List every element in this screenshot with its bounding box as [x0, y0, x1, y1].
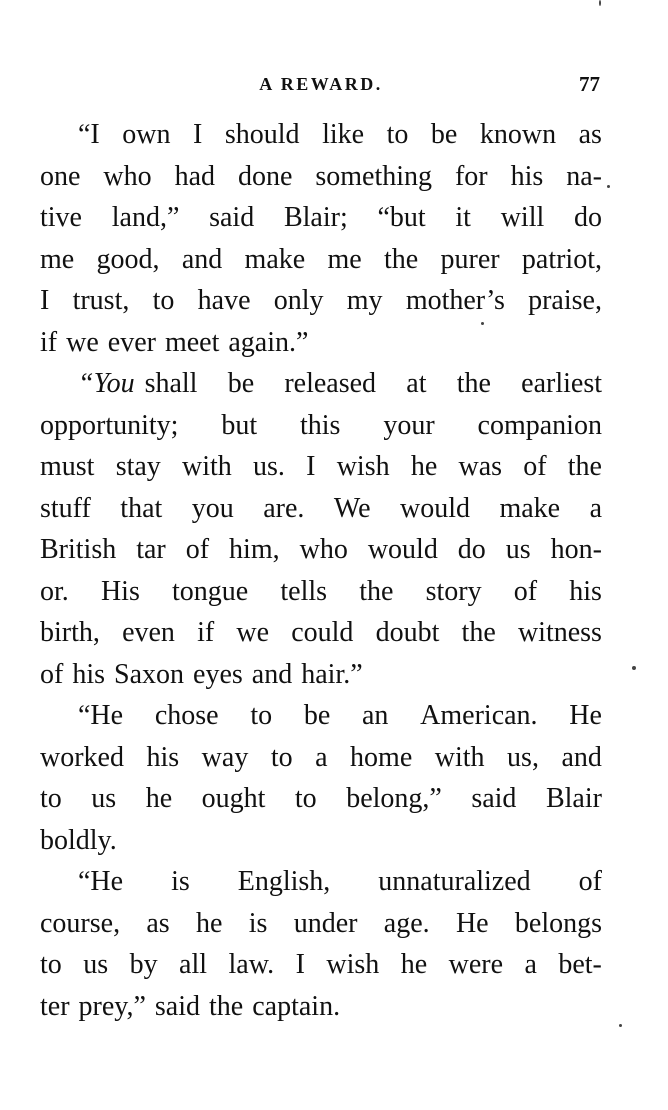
word: land,” — [111, 202, 180, 233]
word: will — [500, 202, 545, 233]
word: said — [154, 990, 201, 1022]
word: like — [322, 119, 365, 150]
word: make — [244, 243, 306, 275]
word: wish — [326, 949, 380, 980]
word: was — [458, 451, 503, 482]
word: tongue — [172, 575, 249, 607]
word: na- — [566, 160, 602, 192]
word: your — [383, 409, 435, 441]
word: is — [248, 907, 268, 939]
word: a — [524, 949, 537, 980]
word: the — [359, 575, 394, 607]
text-line — [40, 778, 602, 820]
word: to — [40, 783, 62, 814]
running-header — [40, 74, 602, 102]
word: he — [196, 907, 223, 939]
word: are. — [263, 492, 305, 524]
text-line — [40, 405, 602, 447]
word: known — [479, 119, 557, 150]
text-line — [40, 488, 602, 530]
word: be — [303, 700, 331, 731]
word: I — [40, 285, 50, 316]
word: doubt — [375, 617, 440, 648]
word: all — [179, 949, 208, 980]
word: “He — [78, 866, 124, 897]
word: his — [569, 575, 602, 607]
word: his — [510, 160, 544, 192]
word: we — [66, 326, 99, 358]
print-speck — [599, 0, 601, 6]
word: of — [523, 451, 547, 482]
italic-word: “You — [78, 368, 135, 399]
word: with — [182, 451, 232, 482]
word: us — [91, 783, 117, 814]
word: Blair; — [283, 202, 348, 233]
word: story — [425, 575, 482, 607]
word: to — [270, 741, 293, 773]
word: Saxon — [114, 658, 185, 690]
running-title: A REWARD. — [259, 74, 383, 94]
word: something — [315, 160, 433, 192]
text-line — [40, 156, 602, 198]
word: ever — [107, 326, 156, 358]
word: do — [574, 202, 602, 233]
word: could — [291, 617, 354, 648]
word: own — [122, 119, 171, 150]
word: good, — [96, 243, 160, 275]
word: I — [295, 949, 305, 980]
word: who — [299, 534, 348, 565]
text-line — [40, 571, 602, 613]
word: it — [455, 202, 471, 233]
word: us. — [253, 451, 285, 482]
word: He — [569, 700, 602, 731]
word: me — [40, 243, 75, 275]
word: the — [209, 990, 244, 1022]
word: chose — [154, 700, 219, 731]
word: unnaturalized — [378, 866, 531, 897]
word: we — [236, 617, 270, 648]
word: “but — [377, 202, 426, 233]
word: but — [221, 409, 258, 441]
text-line — [40, 612, 602, 654]
print-speck — [632, 666, 636, 670]
text-line-rest: shall be released at the earliest — [144, 368, 602, 399]
word: would — [367, 534, 438, 565]
text-line — [40, 944, 602, 986]
word: make — [499, 492, 561, 524]
word: home — [350, 741, 413, 773]
word: He — [455, 907, 489, 939]
word: captain. — [252, 990, 341, 1022]
word: the — [567, 451, 602, 482]
word: would — [399, 492, 470, 524]
word: the — [384, 243, 419, 275]
word: I — [306, 451, 316, 482]
word: if — [197, 617, 215, 648]
print-speck — [481, 322, 484, 325]
text-line — [40, 446, 602, 488]
word: you — [191, 492, 234, 524]
text-line — [40, 903, 602, 945]
word: by — [129, 949, 158, 980]
word: to — [294, 783, 317, 814]
word: patriot, — [521, 243, 602, 275]
word: he — [400, 949, 428, 980]
word: birth, — [40, 617, 100, 648]
word: prey,” — [78, 990, 146, 1022]
word: said — [209, 202, 255, 233]
word: ought — [201, 783, 266, 814]
word: must — [40, 451, 95, 482]
word: a — [589, 492, 602, 524]
word: do — [457, 534, 486, 565]
word: English, — [237, 866, 331, 897]
word: to — [152, 285, 175, 316]
word: age. — [383, 907, 430, 939]
word: were — [448, 949, 503, 980]
word: belong,” — [346, 783, 442, 814]
word: We — [333, 492, 371, 524]
text-line — [40, 197, 602, 239]
word: of — [40, 658, 64, 690]
word: of — [185, 534, 210, 565]
word: witness — [517, 617, 602, 648]
word: the — [461, 617, 496, 648]
body-text — [40, 114, 602, 1027]
word: ter — [40, 990, 70, 1022]
print-speck — [607, 185, 610, 188]
text-line — [40, 114, 602, 156]
word: boldly. — [40, 824, 117, 856]
word: with — [434, 741, 485, 773]
word: to — [40, 949, 62, 980]
text-line — [40, 737, 602, 779]
word: him, — [229, 534, 280, 565]
word: belongs — [514, 907, 602, 939]
text-line — [40, 820, 602, 862]
word: American. — [420, 700, 538, 731]
word: as — [146, 907, 170, 939]
word: “He — [78, 700, 124, 731]
word: mother’s — [405, 285, 505, 316]
word: law. — [228, 949, 275, 980]
word: or. — [40, 575, 69, 607]
word: wish — [336, 451, 390, 482]
word: tells — [280, 575, 328, 607]
word: is — [171, 866, 190, 897]
word: an — [362, 700, 389, 731]
word: us — [505, 534, 531, 565]
word: done — [237, 160, 293, 192]
word: stay — [115, 451, 161, 482]
page-number: 77 — [579, 72, 600, 96]
word: opportunity; — [40, 409, 179, 441]
text-line — [40, 529, 602, 571]
word: who — [103, 160, 152, 192]
word: his — [72, 658, 106, 690]
word: stuff — [40, 492, 91, 524]
word: purer — [440, 243, 500, 275]
word: one — [40, 160, 81, 192]
word: that — [120, 492, 163, 524]
word: as — [578, 119, 602, 150]
word: and — [251, 658, 293, 690]
word: have — [197, 285, 251, 316]
word: he — [410, 451, 438, 482]
word: Blair — [545, 783, 602, 814]
word: and — [181, 243, 223, 275]
word: worked — [40, 741, 124, 773]
text-line — [40, 695, 602, 737]
word: only — [273, 285, 324, 316]
text-line — [40, 239, 602, 281]
word: praise, — [528, 285, 602, 316]
word: to — [386, 119, 409, 150]
word: eyes — [193, 658, 243, 690]
word: meet — [164, 326, 220, 358]
word: my — [346, 285, 383, 316]
word: under — [293, 907, 358, 939]
word: should — [224, 119, 300, 150]
word: His — [100, 575, 140, 607]
text-line-italic-lead — [40, 363, 602, 405]
word: companion — [477, 409, 602, 441]
word: said — [471, 783, 517, 814]
word: us, — [507, 741, 539, 773]
word: his — [146, 741, 180, 773]
word: tar — [136, 534, 166, 565]
word: course, — [40, 907, 121, 939]
word: us — [83, 949, 109, 980]
word: he — [145, 783, 173, 814]
word: bet- — [558, 949, 602, 980]
word: even — [122, 617, 175, 648]
word: of — [513, 575, 538, 607]
text-line — [40, 322, 602, 364]
text-line — [40, 654, 602, 696]
word: I — [193, 119, 203, 150]
word: tive — [40, 202, 82, 233]
word: “I — [78, 119, 100, 150]
print-speck — [619, 1024, 622, 1027]
text-line — [40, 280, 602, 322]
word: to — [250, 700, 273, 731]
word: British — [40, 534, 117, 565]
text-line — [40, 861, 602, 903]
word: way — [201, 741, 249, 773]
word: trust, — [72, 285, 130, 316]
word: and — [561, 741, 602, 773]
word: me — [327, 243, 362, 275]
word: hair.” — [301, 658, 363, 690]
word: this — [299, 409, 341, 441]
word: of — [578, 866, 602, 897]
word: hon- — [550, 534, 602, 565]
word: if — [40, 326, 58, 358]
text-line — [40, 986, 602, 1028]
word: had — [174, 160, 216, 192]
word: again.” — [228, 326, 309, 358]
word: for — [454, 160, 488, 192]
word: a — [315, 741, 328, 773]
word: be — [430, 119, 458, 150]
